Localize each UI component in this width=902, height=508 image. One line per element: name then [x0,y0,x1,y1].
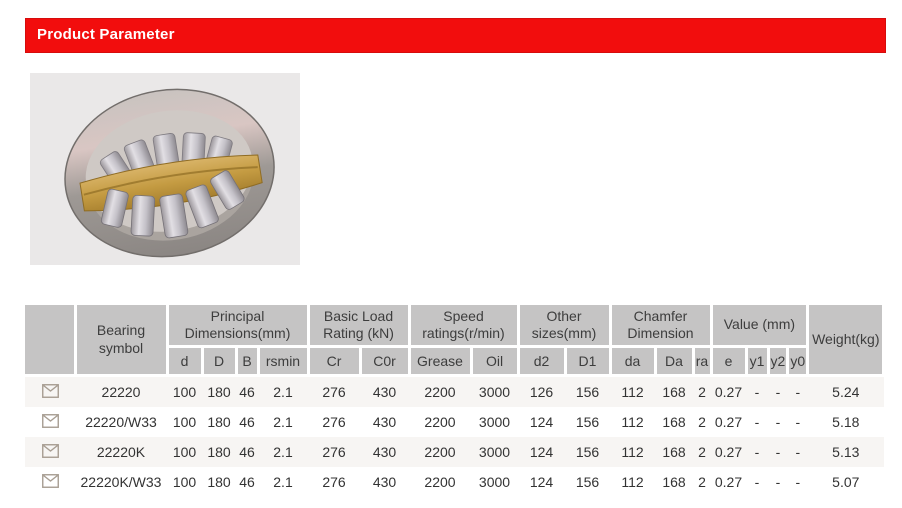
cell-Oil: 3000 [478,474,511,490]
cell-Cr: 276 [322,414,346,430]
cell-y1: - [754,384,760,400]
table-body [25,376,884,498]
bearing-symbol-value: 22220K/W33 [80,474,162,490]
cell-C0r: 430 [372,474,397,490]
cell-d2: 124 [529,414,554,430]
cell-y1: - [754,444,760,460]
cell-ra: 2 [698,474,706,490]
sub-header-D1: D1 [565,347,610,376]
cell-Oil: 3000 [478,444,511,460]
cell-D1: 156 [575,414,600,430]
cell-rsmin: 2.1 [273,414,293,430]
mail-cell [25,407,75,437]
sub-header-ra: ra [693,347,711,376]
sub-header-rsmin: rsmin [258,347,308,376]
cell-Grease: 2200 [424,444,456,460]
cell-da: 112 [621,444,644,460]
product-image [30,73,300,265]
group-header-5: Value (mm) [711,305,808,347]
cell-y0: - [795,414,801,430]
cell-ra: 2 [698,384,706,400]
cell-rsmin: 2.1 [273,384,293,400]
sub-header-Oil: Oil [471,347,518,376]
cell-Grease: 2200 [424,384,456,400]
col-bearing-symbol: Bearing symbol [75,305,167,376]
mail-cell [25,437,75,467]
cell-e: 0.27 [714,444,743,460]
group-header-2: Speed ratings(r/min) [409,305,518,347]
cell-weight: 5.07 [832,474,860,490]
mail-icon[interactable] [42,414,59,428]
cell-y2: - [775,474,781,490]
cell-y1: - [754,474,760,490]
mail-icon[interactable] [42,474,59,488]
parameters-table [25,305,885,497]
cell-B: 46 [239,444,255,460]
mail-icon[interactable] [42,384,59,398]
group-header-row [25,305,884,347]
cell-e: 0.27 [714,474,743,490]
cell-Oil: 3000 [478,384,511,400]
cell-D: 180 [207,384,231,400]
cell-B: 46 [239,414,255,430]
cell-Da: 168 [662,384,686,400]
sub-header-y1: y1 [746,347,768,376]
cell-d: 100 [172,474,197,490]
cell-weight: 5.24 [832,384,860,400]
cell-Grease: 2200 [424,474,456,490]
cell-y0: - [795,474,801,490]
cell-y2: - [775,414,781,430]
cell-d: 100 [172,444,197,460]
cell-ra: 2 [698,444,706,460]
cell-D: 180 [207,474,231,490]
sub-header-da: da [610,347,655,376]
sub-header-Grease: Grease [409,347,471,376]
sub-header-d2: d2 [518,347,565,376]
cell-d2: 124 [529,444,554,460]
bearing-symbol-value: 22220/W33 [85,414,157,430]
cell-Cr: 276 [322,474,346,490]
table-row [25,437,884,467]
cell-Da: 168 [662,444,686,460]
mail-cell [25,376,75,408]
cell-weight: 5.18 [832,414,860,430]
sub-header-d: d [167,347,202,376]
cell-da: 112 [621,414,644,430]
cell-y2: - [775,384,781,400]
cell-D: 180 [207,414,231,430]
cell-Oil: 3000 [478,414,511,430]
sub-header-B: B [236,347,258,376]
cell-y1: - [754,414,760,430]
cell-d2: 124 [529,474,554,490]
cell-D1: 156 [575,474,600,490]
bearing-symbol-value: 22220K [96,444,146,460]
bearing-symbol-value: 22220 [101,384,141,400]
cell-e: 0.27 [714,384,743,400]
group-header-0: Principal Dimensions(mm) [167,305,308,347]
sub-header-e: e [711,347,746,376]
cell-da: 112 [621,384,644,400]
table-row [25,467,884,497]
cell-Da: 168 [662,474,686,490]
table-row [25,407,884,437]
corner-cell [25,305,75,376]
col-weight: Weight(kg) [808,305,884,376]
page-title: Product Parameter [37,26,175,43]
cell-weight: 5.13 [832,444,860,460]
sub-header-y0: y0 [788,347,808,376]
cell-rsmin: 2.1 [273,474,293,490]
cell-y0: - [795,444,801,460]
cell-d: 100 [172,414,197,430]
cell-ra: 2 [698,414,706,430]
cell-B: 46 [239,384,255,400]
cell-d: 100 [172,384,197,400]
cell-D1: 156 [575,444,600,460]
cell-Grease: 2200 [424,414,456,430]
mail-icon[interactable] [42,444,59,458]
cell-y0: - [795,384,801,400]
bearing-photo [30,73,300,265]
table-row [25,376,884,408]
group-header-4: Chamfer Dimension [610,305,711,347]
cell-D: 180 [207,444,231,460]
cell-Da: 168 [662,414,686,430]
sub-header-y2: y2 [768,347,788,376]
cell-Cr: 276 [322,384,346,400]
mail-cell [25,467,75,497]
cell-d2: 126 [529,384,554,400]
section-header-bar [25,18,886,53]
sub-header-C0r: C0r [360,347,409,376]
cell-B: 46 [239,474,255,490]
cell-rsmin: 2.1 [273,444,293,460]
cell-y2: - [775,444,781,460]
group-header-1: Basic Load Rating (kN) [308,305,409,347]
cell-da: 112 [621,474,644,490]
cell-C0r: 430 [372,444,397,460]
sub-header-D: D [202,347,236,376]
cell-Cr: 276 [322,444,346,460]
sub-header-Cr: Cr [308,347,360,376]
cell-C0r: 430 [372,384,397,400]
cell-e: 0.27 [714,414,743,430]
sub-header-Da: Da [655,347,693,376]
cell-D1: 156 [575,384,600,400]
cell-C0r: 430 [372,414,397,430]
group-header-3: Other sizes(mm) [518,305,610,347]
